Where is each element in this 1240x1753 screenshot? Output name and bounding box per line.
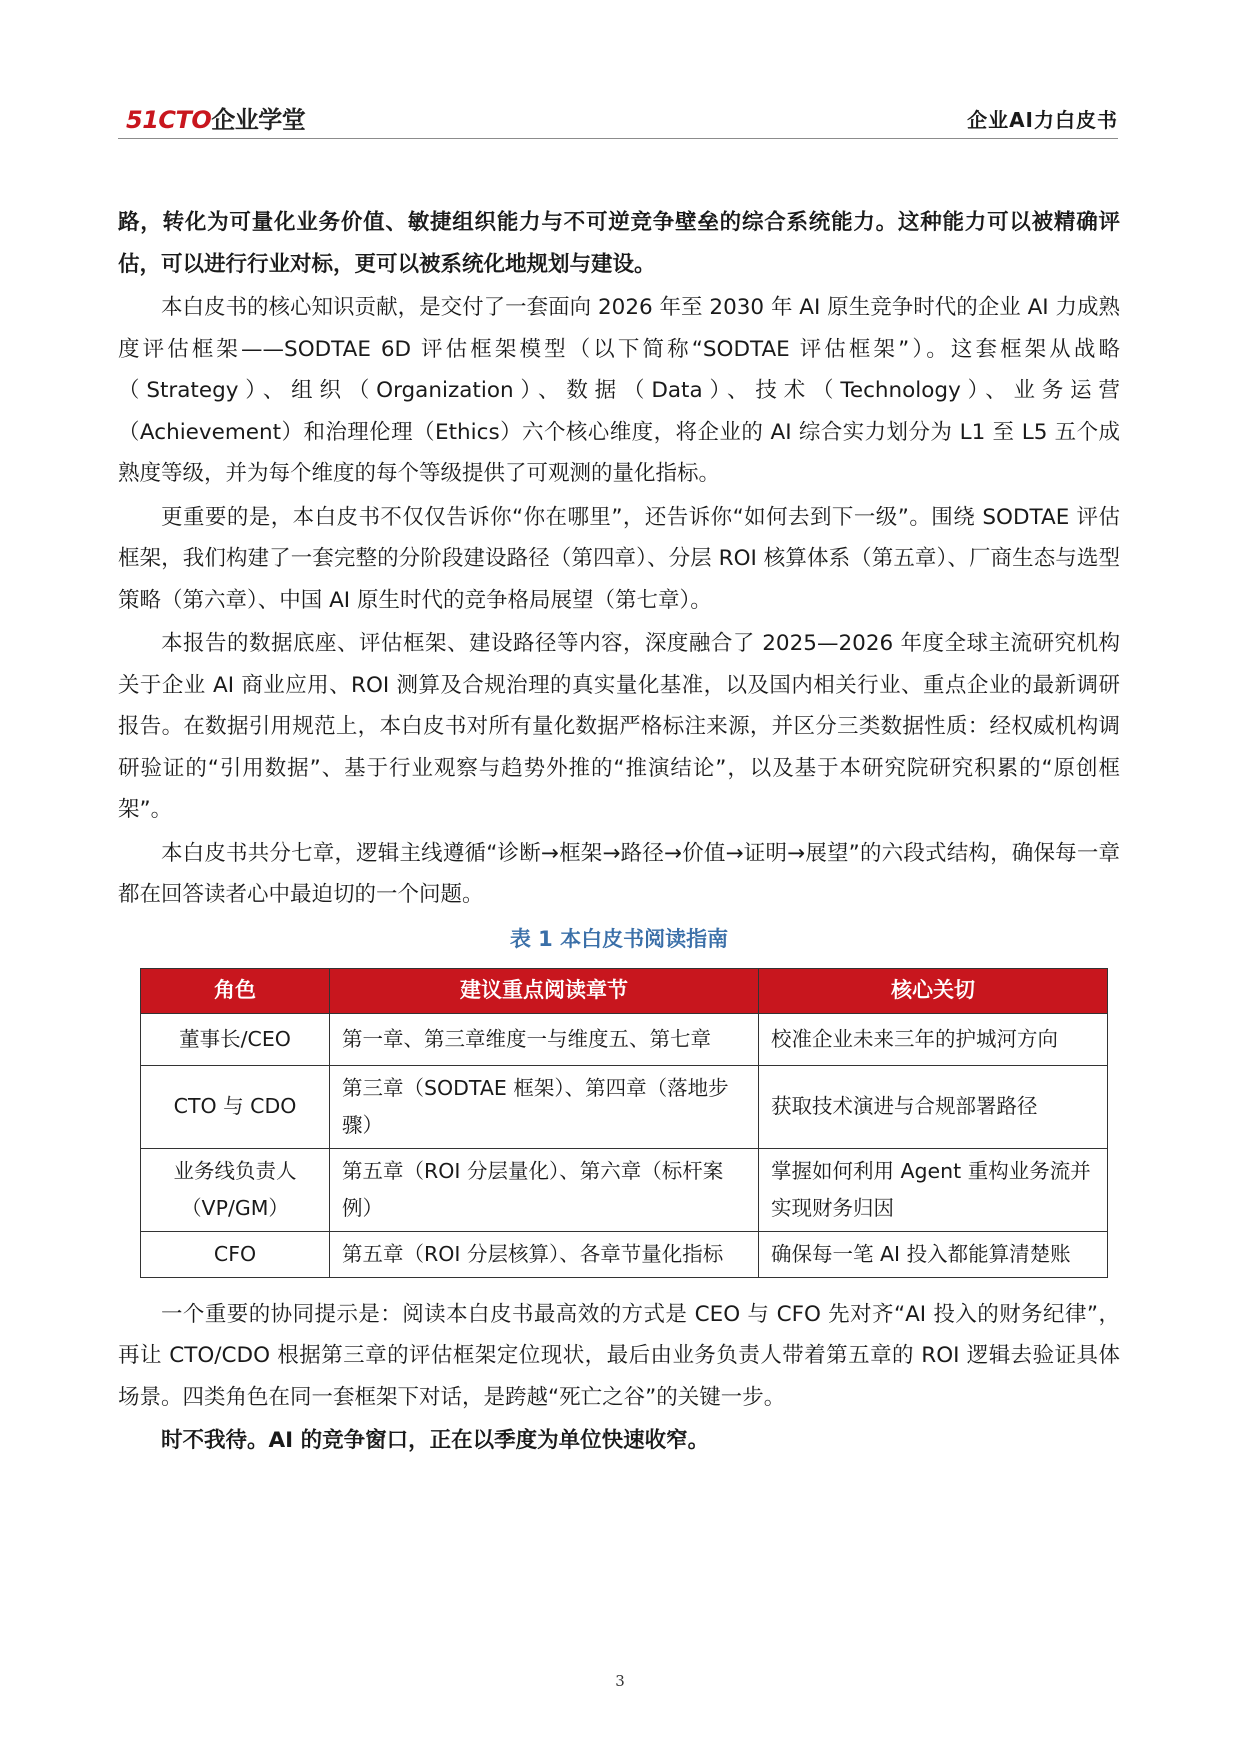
role-cell: CFO bbox=[141, 1231, 330, 1277]
role-cell: 业务线负责人（VP/GM） bbox=[141, 1148, 330, 1231]
paragraph-next-level: 更重要的是，本白皮书不仅仅告诉你“你在哪里”，还告诉你“如何去到下一级”。围绕 SODTAE 评估框架，我们构建了一套完整的分阶段建设路径（第四章）、分层 ROI 核算体系（第五章）、厂商生态与选型策略（第六章）、中国 AI 原生时代的竞争格局展望（第七章）。 bbox=[118, 504, 1120, 613]
role-cell: CTO 与 CDO bbox=[141, 1065, 330, 1148]
paragraph-closing: 时不我待。AI 的竞争窗口，正在以季度为单位快速收窄。 bbox=[161, 1428, 710, 1453]
chapters-cell: 第三章（SODTAE 框架）、第四章（落地步骤） bbox=[330, 1065, 759, 1148]
table-row bbox=[141, 1065, 1108, 1148]
page-header bbox=[118, 98, 1118, 139]
header-concern: 核心关切 bbox=[759, 968, 1108, 1013]
chapters-cell: 第五章（ROI 分层量化）、第六章（标杆案例） bbox=[330, 1148, 759, 1231]
document-title: 企业AI力白皮书 bbox=[967, 108, 1118, 132]
table-row bbox=[141, 1231, 1108, 1277]
paragraph-framework: 本白皮书的核心知识贡献，是交付了一套面向 2026 年至 2030 年 AI 原生竞争时代的企业 AI 力成熟度评估框架——SODTAE 6D 评估框架模型（以下简称“SODTAE 评估框架”）。这套框架从战略（Strategy）、组织（Organization）、数据（Data）、技术（Technology）、业务运营（Achievement）和治理伦理（Ethics）六个核心维度，将企业的 AI 综合实力划分为 L1 至 L5 五个成熟度等级，并为每个维度的每个等级提供了可观测的量化指标。 bbox=[118, 295, 1120, 486]
logo-brand: 51CTO bbox=[126, 106, 212, 134]
concern-cell: 确保每一笔 AI 投入都能算清楚账 bbox=[759, 1231, 1108, 1277]
concern-cell: 掌握如何利用 Agent 重构业务流并实现财务归因 bbox=[759, 1148, 1108, 1231]
logo-school: 企业学堂 bbox=[211, 106, 306, 134]
paragraph-intro-continued: 路，转化为可量化业务价值、敏捷组织能力与不可逆竞争壁垒的综合系统能力。这种能力可以被精确评估，可以进行行业对标，更可以被系统化地规划与建设。 bbox=[118, 210, 1120, 277]
logo bbox=[126, 100, 305, 135]
chapters-cell: 第一章、第三章维度一与维度五、第七章 bbox=[330, 1013, 759, 1065]
reading-guide-table bbox=[140, 968, 1108, 1278]
table-row bbox=[141, 1148, 1108, 1231]
header-role: 角色 bbox=[141, 968, 330, 1013]
role-cell: 董事长/CEO bbox=[141, 1013, 330, 1065]
main-content bbox=[118, 202, 1120, 1462]
paragraph-structure: 本白皮书共分七章，逻辑主线遵循“诊断→框架→路径→价值→证明→展望”的六段式结构，确保每一章都在回答读者心中最迫切的一个问题。 bbox=[118, 840, 1120, 907]
page-number: 3 bbox=[615, 1672, 625, 1690]
chapters-cell: 第五章（ROI 分层核算）、各章节量化指标 bbox=[330, 1231, 759, 1277]
table-row bbox=[141, 1013, 1108, 1065]
table-caption: 表 1 本白皮书阅读指南 bbox=[509, 926, 729, 951]
paragraph-data-sources: 本报告的数据底座、评估框架、建设路径等内容，深度融合了 2025—2026 年度全球主流研究机构关于企业 AI 商业应用、ROI 测算及合规治理的真实量化基准，以及国内相关行业、重点企业的最新调研报告。在数据引用规范上，本白皮书对所有量化数据严格标注来源，并区分三类数据性质：经权威机构调研验证的“引用数据”、基于行业观察与趋势外推的“推演结论”，以及基于本研究院研究积累的“原创框架”。 bbox=[118, 631, 1120, 822]
concern-cell: 获取技术演进与合规部署路径 bbox=[759, 1065, 1108, 1148]
concern-cell: 校准企业未来三年的护城河方向 bbox=[759, 1013, 1108, 1065]
table-header-row bbox=[141, 968, 1108, 1013]
header-chapters: 建议重点阅读章节 bbox=[330, 968, 759, 1013]
paragraph-collaboration: 一个重要的协同提示是：阅读本白皮书最高效的方式是 CEO 与 CFO 先对齐“AI 投入的财务纪律”，再让 CTO/CDO 根据第三章的评估框架定位现状，最后由业务负责人带着第五章的 ROI 逻辑去验证具体场景。四类角色在同一套框架下对话，是跨越“死亡之谷”的关键一步。 bbox=[118, 1301, 1120, 1410]
